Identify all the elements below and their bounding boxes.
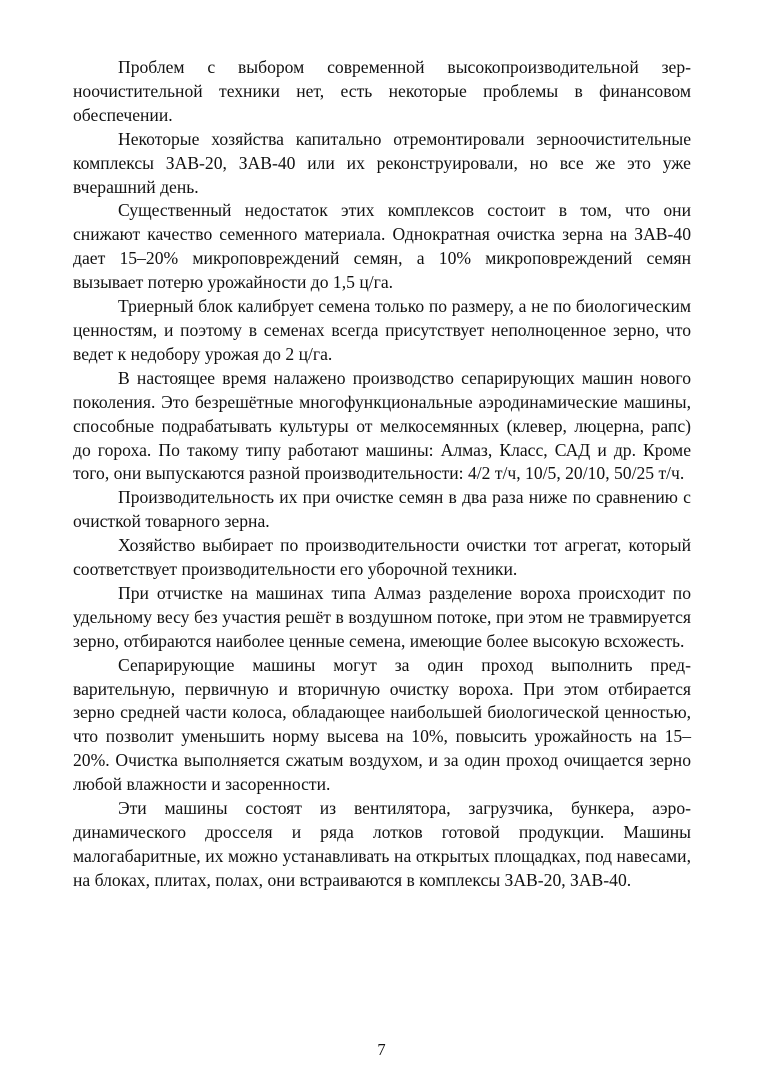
paragraph-8: При отчистке на машинах типа Алмаз разделение вороха происходит по удельному весу без участия решёт в воздушном потоке, при этом не травмируется зерно, отбираются наиболее ценные семена, имеющие более высокую всхожесть. [73,582,691,651]
paragraph-5: В настоящее время налажено производство сепарирующих машин нового поколения. Это безрешётные многофункциональные аэродинамические машины, способные подрабатывать культуры от мелкосемянных (клевер, люцерна, рапс) до гороха. По такому типу работают машины: Алмаз, Класс, САД и др. Кроме того, они выпускаются разной производительности: 4/2 т/ч, 10/5, 20/10, 50/25 т/ч. [73,367,691,484]
paragraph-2: Некоторые хозяйства капитально отремонтировали зерноочистительные комплексы ЗАВ-20, ЗАВ-40 или их реконструировали, но все же это уже вчерашний день. [73,128,691,197]
paragraph-3: Существенный недостаток этих комплексов состоит в том, что они снижают качество семенного материала. Однократная очистка зерна на ЗАВ-40 дает 15–20% микроповреждений семян, а 10% микроповреждений семян вызывает потерю урожайности до 1,5 ц/га. [73,200,691,293]
paragraph-7: Хозяйство выбирает по производительности очистки тот агрегат, который соответствует производительности его уборочной техники. [73,535,691,580]
paragraph-1: Проблем с выбором современной высокопроизводительной зерноочистительной техники нет, есть некоторые проблемы в финансовом обеспечении. [73,57,691,125]
paragraph-10: Эти машины состоят из вентилятора, загрузчика, бункера, аэродинамического дросселя и ряда лотков готовой продукции. Машины малогабаритные, их можно устанавливать на открытых площадках, под навесами, на блоках, плитах, полах, они встраиваются в комплексы ЗАВ-20, ЗАВ-40. [73,798,691,890]
paragraph-4: Триерный блок калибрует семена только по размеру, а не по биологическим ценностям, и поэтому в семенах всегда присутствует неполноценное зерно, что ведет к недобору урожая до 2 ц/га. [73,296,691,364]
page-body [73,56,691,893]
paragraph-6: Производительность их при очистке семян в два раза ниже по сравнению с очисткой товарного зерна. [73,487,691,532]
page-number: 7 [377,1040,386,1059]
paragraph-9: Сепарирующие машины могут за один проход выполнить предварительную, первичную и вторичную очистку вороха. При этом отбирается зерно средней части колоса, обладающее наибольшей биологической ценностью, что позволит уменьшить норму высева на 10%, повысить урожайность на 15–20%. Очистка выполняется сжатым воздухом, и за один проход очищается зерно любой влажности и засоренности. [73,654,691,795]
